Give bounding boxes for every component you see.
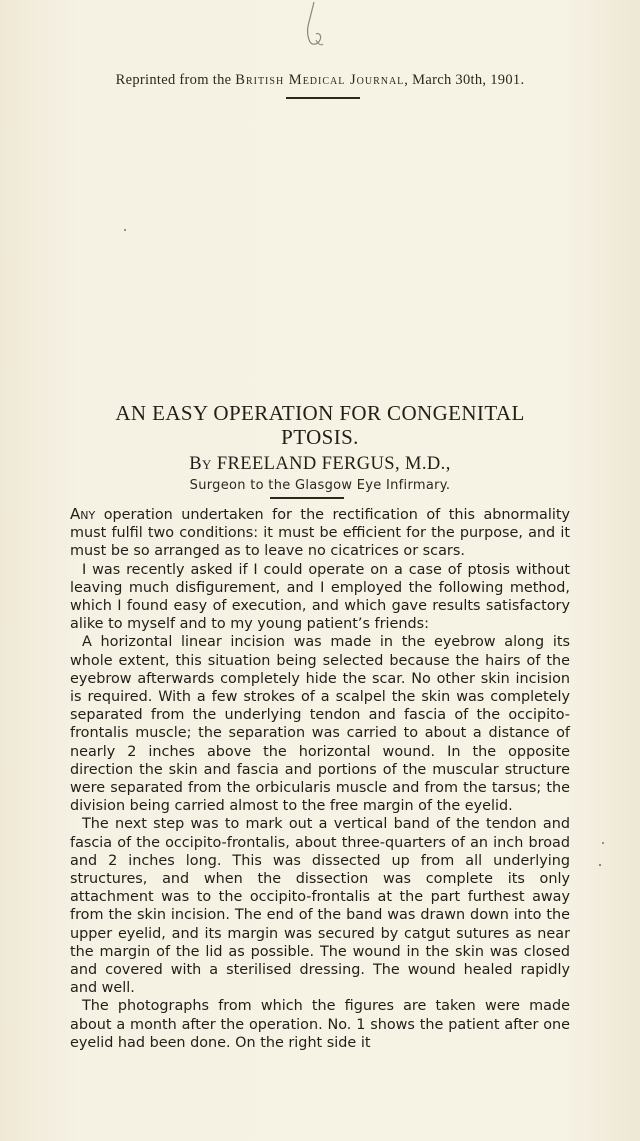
paper-speck bbox=[602, 842, 604, 844]
author-affiliation: Surgeon to the Glasgow Eye Infirmary. bbox=[189, 478, 451, 493]
pencil-annotation-mark bbox=[292, 0, 332, 60]
paragraph-3: A horizontal linear incision was made in the eyebrow along its whole extent, this situation being selected because the hairs of the eyebrow afterwards completely hide the scar. No other skin incision is required. With a few strokes of a scalpel the skin was completely separated from the underlying tendon and fascia of the occipito-frontalis muscle; the separation was carried to about a distance of nearly 2 inches above the horizontal wound. In the opposite direction the skin and fascia and portions of the muscular structure were separated from the orbicularis muscle and from the tarsus; the division being carried almost to the free margin of the eyelid. bbox=[70, 634, 570, 815]
lead-words: Any bbox=[70, 505, 96, 523]
article-body bbox=[70, 505, 570, 1052]
reprint-prefix: Reprinted from the bbox=[115, 72, 236, 88]
title-rule bbox=[270, 497, 344, 499]
paragraph-2: I was recently asked if I could operate on a case of ptosis without leaving much disfigurement, and I employed the following method, which I found easy of execution, and which gave results satisfactory alike to myself and to my young patient’s friends: bbox=[70, 561, 570, 633]
paper-speck bbox=[599, 864, 601, 866]
paper-speck bbox=[124, 229, 126, 231]
reprint-notice bbox=[0, 72, 640, 89]
paragraph-5: The photographs from which the figures are taken were made about a month after the operation. No. 1 shows the patient after one eyelid had been done. On the right side it bbox=[70, 998, 570, 1051]
author-name: FREELAND FERGUS, M.D., bbox=[216, 454, 451, 474]
reprint-date: , March 30th, 1901. bbox=[404, 72, 525, 88]
article-title-line-2: PTOSIS. bbox=[281, 425, 359, 449]
byline bbox=[0, 454, 640, 475]
byline-prefix: By bbox=[189, 454, 212, 474]
journal-name: British Medical Journal bbox=[235, 72, 405, 88]
article-title bbox=[0, 401, 640, 449]
paragraph-1 bbox=[70, 505, 570, 561]
paragraph-4: The next step was to mark out a vertical band of the tendon and fascia of the occipito-frontalis, about three-quarters of an inch broad and 2 inches long. This was dissected up from all underlying structures, and when the dissection was complete its only attachment was to the occipito-frontalis at the part furthest away from the skin incision. The end of the band was drawn down into the upper eyelid, and its margin was secured by catgut sutures as near the margin of the lid as possible. The wound in the skin was closed and covered with a sterilised dressing. The wound healed rapidly and well. bbox=[70, 816, 570, 997]
paragraph-1-text: operation undertaken for the rectification of this abnormality must fulfil two conditions: it must be efficient for the purpose, and it must be so arranged as to leave no cicatrices or scars. bbox=[70, 507, 570, 560]
header-rule bbox=[286, 97, 360, 99]
article-title-line-1: AN EASY OPERATION FOR CONGENITAL bbox=[115, 401, 525, 425]
